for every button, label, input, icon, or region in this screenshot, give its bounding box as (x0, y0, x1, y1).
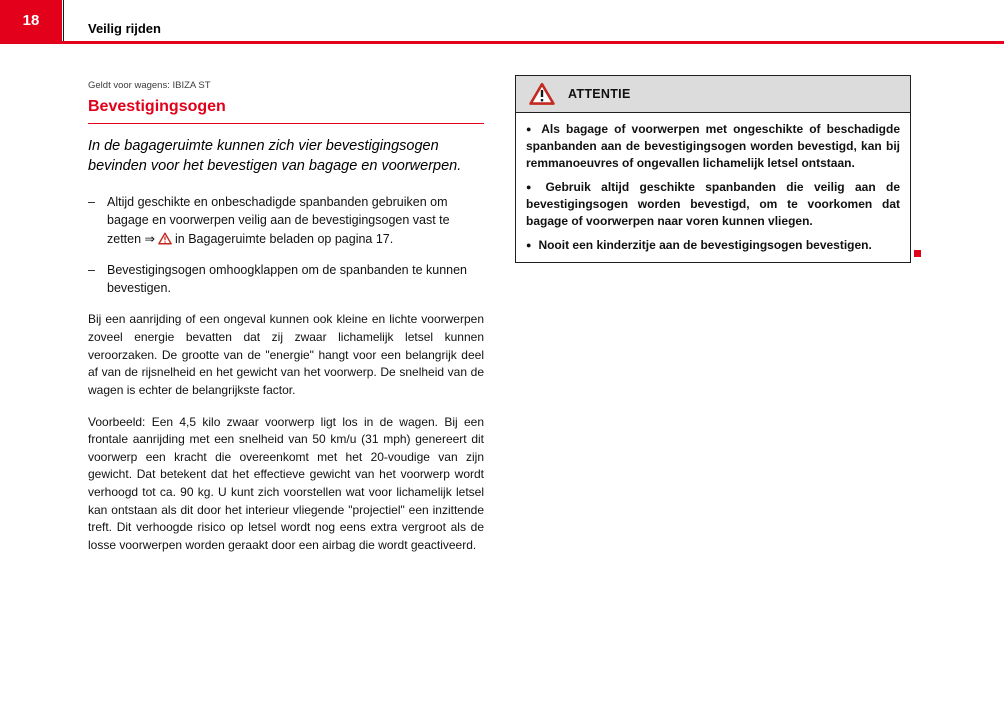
article-column (88, 80, 484, 555)
list-item-text: Bevestigingsogen omhoogklappen om de spanbanden te kunnen bevestigen. (107, 262, 467, 296)
warning-box-body (516, 113, 910, 262)
list-item-text-pre: Altijd geschikte en onbeschadigde spanbanden gebruiken om bagage en voorwerpen veilig aan de bevestigingsogen vast te zetten ⇒ (107, 195, 450, 246)
chapter-title: Veilig rijden (88, 21, 161, 36)
warning-item (526, 121, 900, 172)
warning-triangle-icon (529, 82, 555, 106)
warning-triangle-icon (158, 232, 172, 250)
warning-column (515, 75, 911, 263)
warning-item (526, 179, 900, 230)
warning-box-header (516, 76, 910, 113)
dash-marker: – (88, 195, 95, 210)
body-paragraph: Voorbeeld: Een 4,5 kilo zwaar voorwerp ligt los in de wagen. Bij een frontale aanrijding met een snelheid van 50 km/u (31 mph) genereert dit voorwerp een kracht die overeenkomt met het 20-voudige van zijn gewicht. Dat betekent dat het effectieve gewicht van het voorwerp wordt verhoogd tot ca. 90 kg. U kunt zich voorstellen wat voor lichamelijk letsel kan ontstaan als dit door het interieur vliegende "projectiel" een inzittende treft. Dit verhoogde risico op letsel wordt nog eens extra vergroot als de losse voorwerpen worden geraakt door een airbag die wordt geactiveerd. (88, 414, 484, 552)
list-item (88, 193, 484, 250)
warning-item-text: Nooit een kinderzitje aan de bevestigingsogen bevestigen. (538, 238, 872, 253)
bullet-marker: ● (526, 240, 532, 251)
warning-item-text: Als bagage of voorwerpen met ongeschikte of beschadigde spanbanden aan de bevestigingsogen worden bevestigd, kan bij remmanoeuvres of ongevallen lichamelijk letsel ontstaan. (526, 122, 901, 171)
page-number: 18 (22, 12, 40, 29)
bullet-marker: ● (526, 124, 535, 134)
page-number-box (0, 0, 62, 41)
list-item-text-post: in Bagageruimte beladen op pagina 17. (175, 231, 394, 246)
list-item-text (107, 193, 484, 250)
list-item (88, 261, 484, 298)
lead-paragraph: In de bagageruimte kunnen zich vier bevestigingsogen bevinden voor het bevestigen van bagage en voorwerpen. (88, 138, 462, 174)
header-rule (0, 41, 1004, 44)
header-divider (63, 0, 64, 41)
applies-note: Geldt voor wagens: IBIZA ST (88, 80, 211, 91)
topic-heading: Bevestigingsogen (88, 98, 484, 124)
warning-box (515, 75, 911, 263)
warning-title: ATTENTIE (568, 87, 631, 101)
body-paragraph: Bij een aanrijding of een ongeval kunnen ook kleine en lichte voorwerpen zoveel energie bevatten dat zij zwaar lichamelijk letsel kunnen veroorzaken. De grootte van de "energie" hangt voor een belangrijk deel af van de rijsnelheid en het gewicht van het voorwerp. De snelheid van de wagen is echter de belangrijkste factor. (88, 312, 484, 397)
bullet-marker: ● (526, 182, 539, 193)
dash-marker: – (88, 262, 95, 277)
warning-item (526, 237, 900, 254)
warning-item-text: Gebruik altijd geschikte spanbanden die veilig aan de bevestigingsogen worden bevestigd, om te voorkomen dat bagage of voorwerpen naar voren kunnen vliegen. (526, 180, 901, 229)
section-end-marker (914, 250, 921, 257)
